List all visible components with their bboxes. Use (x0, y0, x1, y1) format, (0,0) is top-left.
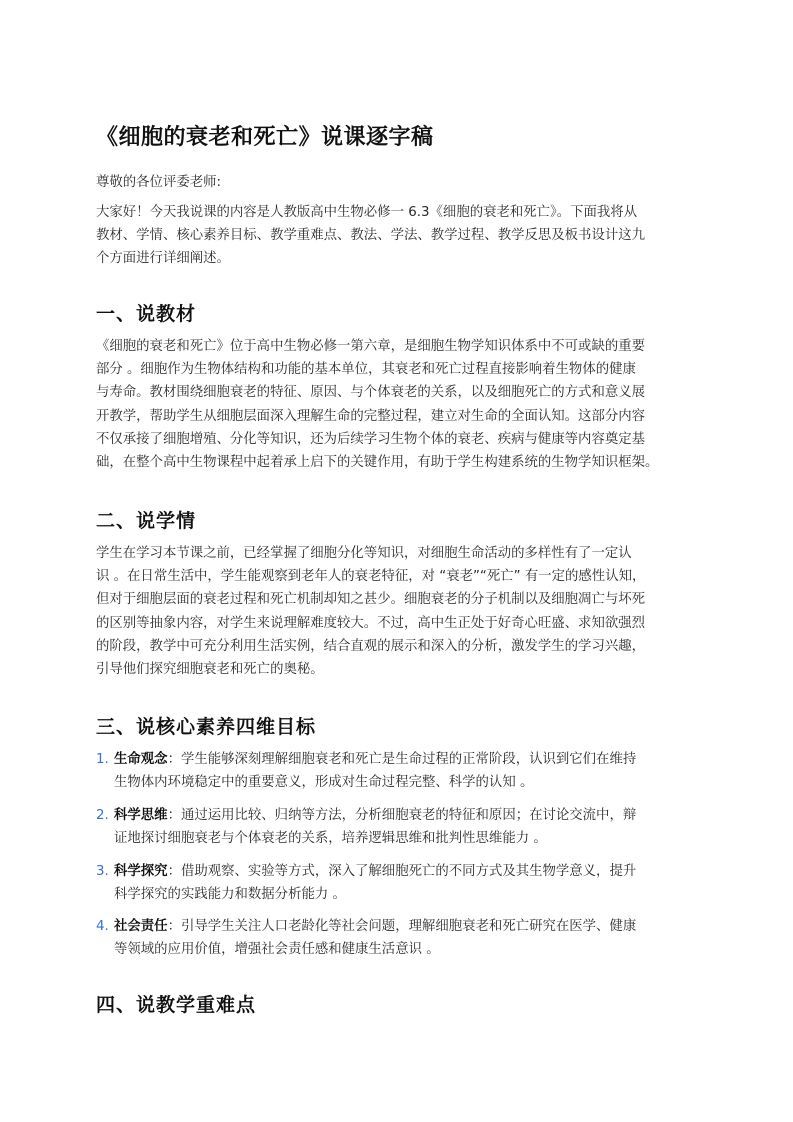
goal-item-social-responsibility: 4. 社会责任：引导学生关注人口老龄化等社会问题，理解细胞衰老和死亡研究在医学、健康 等领域的应用价值，增强社会责任感和健康生活意识 。 (96, 919, 637, 957)
textbook-paragraph: 《细胞的衰老和死亡》位于高中生物必修一第六章，是细胞生物学知识体系中不可或缺的重要 部分 。细胞作为生物体结构和功能的基本单位，其衰老和死亡过程直接影响着生物体的健康 与寿命。教材围绕细胞衰老的特征、原因、与个体衰老的关系，以及细胞死亡的方式和意义展 开教学，帮助学生从细胞层面深入理解生命的完整过程，建立对生命的全面认知。这部分内容 不仅承接了细胞增殖、分化等知识，还为后续学习生物个体的衰老、疾病与健康等内容奠定基 础，在整个高中生物课程中起着承上启下的关键作用，有助于学生构建系统的生物学知识框架。 (96, 339, 659, 471)
goal-item-scientific-inquiry: 3. 科学探究：借助观察、实验等方式，深入了解细胞死亡的不同方式及其生物学意义，提升 科学探究的实践能力和数据分析能力 。 (96, 864, 637, 902)
intro-paragraph: 大家好！今天我说课的内容是人教版高中生物必修一 6.3《细胞的衰老和死亡》。下面我将从 教材、学情、核心素养目标、教学重难点、教法、学法、教学过程、教学反思及板书设计这九 个方面进行详细阐述。 (96, 205, 646, 267)
section-heading-students: 二、说学情 (96, 510, 197, 532)
section-heading-key-points: 四、说教学重难点 (96, 994, 257, 1016)
goal-item-scientific-thinking: 2. 科学思维：通过运用比较、归纳等方法，分析细胞衰老的特征和原因；在讨论交流中，辩 证地探讨细胞衰老与个体衰老的关系，培养逻辑思维和批判性思维能力 。 (96, 808, 637, 846)
document-title: 《细胞的衰老和死亡》说课逐字稿 (96, 125, 434, 150)
goal-item-life-concept: 1. 生命观念：学生能够深刻理解细胞衰老和死亡是生命过程的正常阶段，认识到它们在维持 生物体内环境稳定中的重要意义，形成对生命过程完整、科学的认知 。 (96, 752, 637, 790)
section-heading-goals: 三、说核心素养四维目标 (96, 716, 317, 738)
students-paragraph: 学生在学习本节课之前，已经掌握了细胞分化等知识，对细胞生命活动的多样性有了一定认 识 。在日常生活中，学生能观察到老年人的衰老特征，对 “衰老”“死亡” 有一定的感性认知， 但对于细胞层面的衰老过程和死亡机制却知之甚少。细胞衰老的分子机制以及细胞凋亡与坏死 的区别等抽象内容，对学生来说理解难度较大。不过，高中生正处于好奇心旺盛、求知欲强烈 的阶段，教学中可充分利用生活实例，结合直观的展示和深入的分析，激发学生的学习兴趣， 引导他们探究细胞衰老和死亡的奥秘。 (96, 546, 646, 678)
greeting: 尊敬的各位评委老师: (96, 175, 222, 190)
section-heading-textbook: 一、说教材 (96, 303, 197, 325)
